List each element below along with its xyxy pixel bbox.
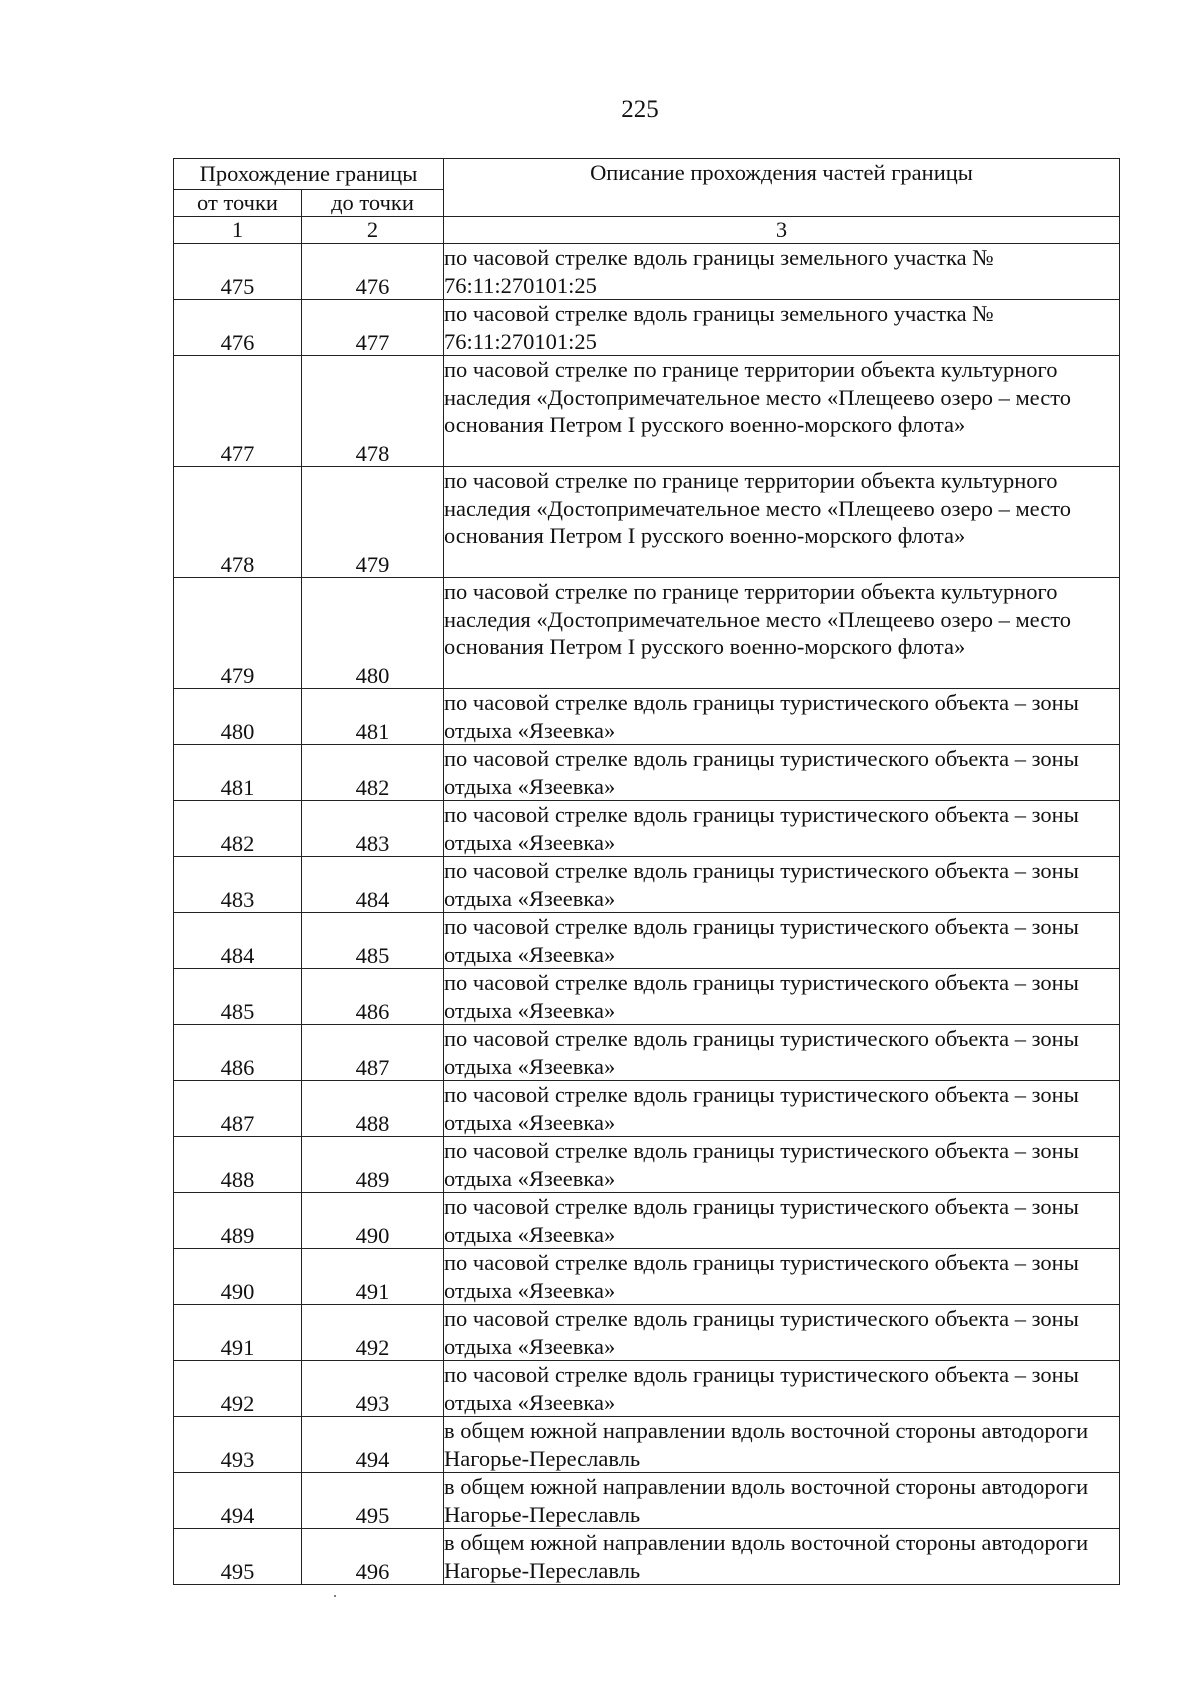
table-row (174, 857, 1120, 913)
scan-speck (334, 1595, 336, 1597)
from-point-cell: 490 (174, 1249, 302, 1305)
description-cell: по часовой стрелке вдоль границы туристического объекта – зоны отдыха «Язеевка» (444, 1193, 1120, 1249)
from-point-cell: 480 (174, 689, 302, 745)
to-point-cell: 481 (302, 689, 444, 745)
to-point-cell: 479 (302, 467, 444, 578)
to-point-cell: 490 (302, 1193, 444, 1249)
table-row (174, 1025, 1120, 1081)
to-point-cell: 488 (302, 1081, 444, 1137)
from-point-cell: 478 (174, 467, 302, 578)
from-point-cell: 491 (174, 1305, 302, 1361)
description-cell: по часовой стрелке вдоль границы туристического объекта – зоны отдыха «Язеевка» (444, 913, 1120, 969)
from-point-cell: 479 (174, 578, 302, 689)
table-body (174, 244, 1120, 1585)
boundary-table (173, 158, 1120, 1585)
from-point-cell: 486 (174, 1025, 302, 1081)
page-number: 225 (621, 96, 659, 123)
table-row (174, 689, 1120, 745)
from-point-cell: 494 (174, 1473, 302, 1529)
header-description: Описание прохождения частей границы (444, 159, 1120, 217)
table-row (174, 1417, 1120, 1473)
from-point-cell: 495 (174, 1529, 302, 1585)
to-point-cell: 476 (302, 244, 444, 300)
from-point-cell: 477 (174, 356, 302, 467)
from-point-cell: 492 (174, 1361, 302, 1417)
column-number-row (174, 217, 1120, 244)
table-row (174, 356, 1120, 467)
table-row (174, 1193, 1120, 1249)
from-point-cell: 489 (174, 1193, 302, 1249)
description-cell: по часовой стрелке по границе территории объекта культурного наследия «Достопримечательное место «Плещеево озеро – место основания Петром I русского военно-морского флота» (444, 578, 1120, 689)
column-number-3: 3 (444, 217, 1120, 244)
column-number-2: 2 (302, 217, 444, 244)
to-point-cell: 480 (302, 578, 444, 689)
table-row (174, 1473, 1120, 1529)
to-point-cell: 493 (302, 1361, 444, 1417)
from-point-cell: 476 (174, 300, 302, 356)
description-cell: по часовой стрелке вдоль границы земельного участка № 76:11:270101:25 (444, 300, 1120, 356)
description-cell: в общем южной направлении вдоль восточной стороны автодороги Нагорье-Переславль (444, 1529, 1120, 1585)
to-point-cell: 491 (302, 1249, 444, 1305)
to-point-cell: 487 (302, 1025, 444, 1081)
table-row (174, 913, 1120, 969)
from-point-cell: 475 (174, 244, 302, 300)
description-cell: по часовой стрелке вдоль границы туристического объекта – зоны отдыха «Язеевка» (444, 689, 1120, 745)
to-point-cell: 489 (302, 1137, 444, 1193)
description-cell: в общем южной направлении вдоль восточной стороны автодороги Нагорье-Переславль (444, 1417, 1120, 1473)
table-row (174, 467, 1120, 578)
description-cell: по часовой стрелке вдоль границы туристического объекта – зоны отдыха «Язеевка» (444, 857, 1120, 913)
header-from-point: от точки (174, 190, 302, 217)
table-row (174, 300, 1120, 356)
to-point-cell: 485 (302, 913, 444, 969)
table-row (174, 1137, 1120, 1193)
header-to-point: до точки (302, 190, 444, 217)
description-cell: по часовой стрелке вдоль границы туристического объекта – зоны отдыха «Язеевка» (444, 1137, 1120, 1193)
description-cell: по часовой стрелке вдоль границы туристического объекта – зоны отдыха «Язеевка» (444, 801, 1120, 857)
description-cell: по часовой стрелке вдоль границы туристического объекта – зоны отдыха «Язеевка» (444, 1361, 1120, 1417)
description-cell: по часовой стрелке вдоль границы земельного участка № 76:11:270101:25 (444, 244, 1120, 300)
description-cell: по часовой стрелке по границе территории объекта культурного наследия «Достопримечательное место «Плещеево озеро – место основания Петром I русского военно-морского флота» (444, 467, 1120, 578)
to-point-cell: 478 (302, 356, 444, 467)
to-point-cell: 495 (302, 1473, 444, 1529)
description-cell: по часовой стрелке вдоль границы туристического объекта – зоны отдыха «Язеевка» (444, 1081, 1120, 1137)
table-row (174, 745, 1120, 801)
table-row (174, 1529, 1120, 1585)
table-header (174, 159, 1120, 244)
to-point-cell: 477 (302, 300, 444, 356)
from-point-cell: 493 (174, 1417, 302, 1473)
to-point-cell: 484 (302, 857, 444, 913)
from-point-cell: 485 (174, 969, 302, 1025)
header-boundary-passage: Прохождение границы (174, 159, 444, 190)
column-number-1: 1 (174, 217, 302, 244)
description-cell: по часовой стрелке вдоль границы туристического объекта – зоны отдыха «Язеевка» (444, 1249, 1120, 1305)
to-point-cell: 492 (302, 1305, 444, 1361)
table-row (174, 1081, 1120, 1137)
to-point-cell: 496 (302, 1529, 444, 1585)
description-cell: в общем южной направлении вдоль восточной стороны автодороги Нагорье-Переславль (444, 1473, 1120, 1529)
to-point-cell: 494 (302, 1417, 444, 1473)
from-point-cell: 487 (174, 1081, 302, 1137)
table-row (174, 1249, 1120, 1305)
table-row (174, 1305, 1120, 1361)
description-cell: по часовой стрелке вдоль границы туристического объекта – зоны отдыха «Язеевка» (444, 969, 1120, 1025)
to-point-cell: 486 (302, 969, 444, 1025)
from-point-cell: 483 (174, 857, 302, 913)
table-row (174, 969, 1120, 1025)
table-row (174, 801, 1120, 857)
from-point-cell: 481 (174, 745, 302, 801)
table-row (174, 1361, 1120, 1417)
table-row (174, 244, 1120, 300)
description-cell: по часовой стрелке по границе территории объекта культурного наследия «Достопримечательное место «Плещеево озеро – место основания Петром I русского военно-морского флота» (444, 356, 1120, 467)
description-cell: по часовой стрелке вдоль границы туристического объекта – зоны отдыха «Язеевка» (444, 1305, 1120, 1361)
description-cell: по часовой стрелке вдоль границы туристического объекта – зоны отдыха «Язеевка» (444, 1025, 1120, 1081)
description-cell: по часовой стрелке вдоль границы туристического объекта – зоны отдыха «Язеевка» (444, 745, 1120, 801)
to-point-cell: 483 (302, 801, 444, 857)
to-point-cell: 482 (302, 745, 444, 801)
from-point-cell: 482 (174, 801, 302, 857)
from-point-cell: 484 (174, 913, 302, 969)
from-point-cell: 488 (174, 1137, 302, 1193)
table-row (174, 578, 1120, 689)
